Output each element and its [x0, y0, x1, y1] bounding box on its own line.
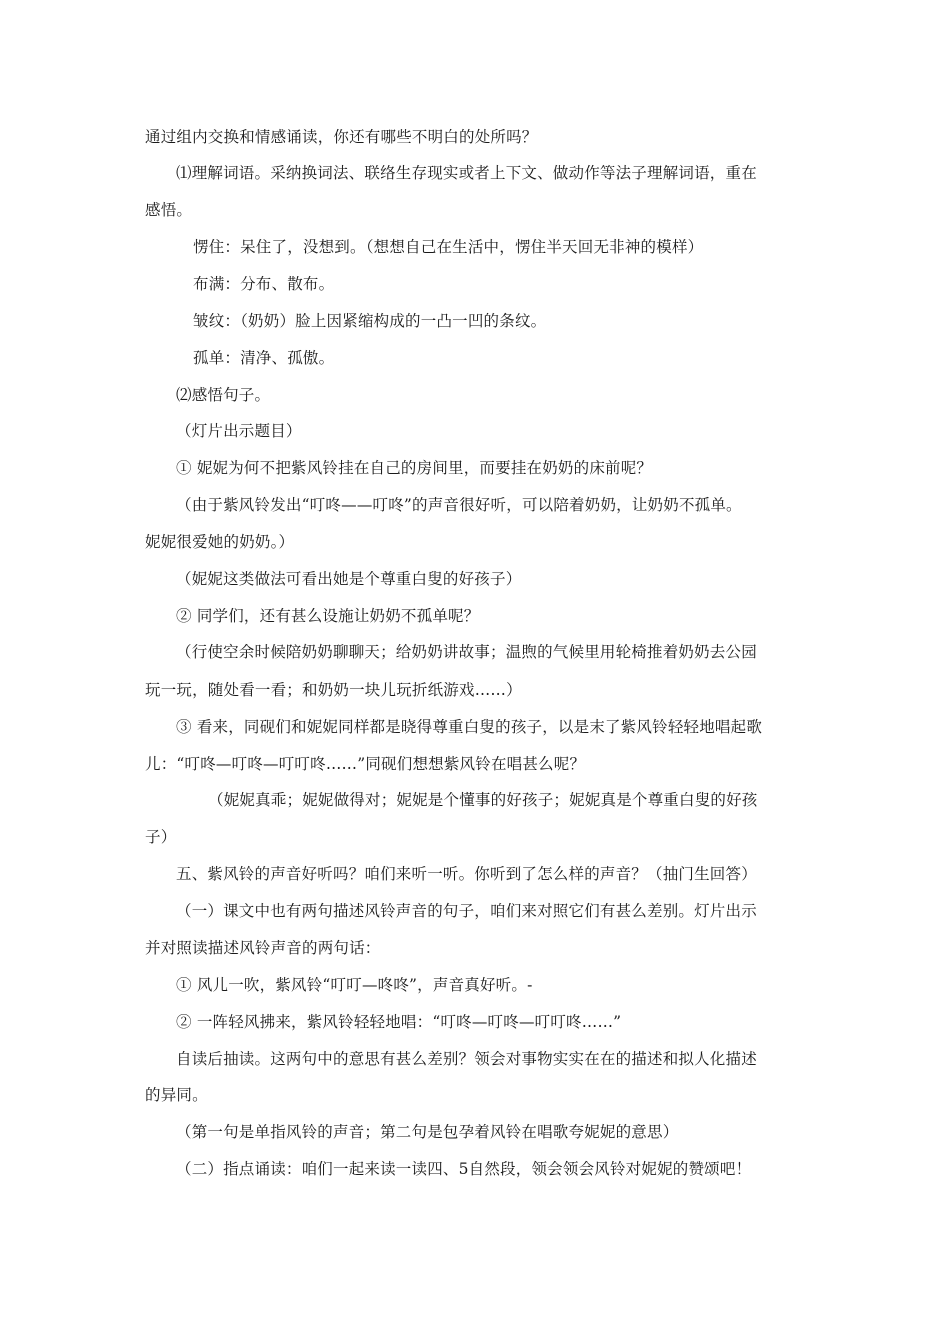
text-line: 皱纹：（奶奶）脸上因紧缩构成的一凸一凹的条纹。: [193, 312, 547, 330]
text-line: ② 同学们，还有甚么设施让奶奶不孤单呢？: [176, 607, 480, 625]
text-line: ⑴理解词语。采纳换词法、联络生存现实或者上下文、做动作等法子理解词语，重在: [176, 164, 757, 182]
text-line: 通过组内交换和情感诵读，你还有哪些不明白的处所吗？: [145, 128, 538, 146]
text-line: 玩一玩，随处看一看；和奶奶一块儿玩折纸游戏……）: [145, 681, 522, 699]
text-line: 子）: [145, 828, 177, 846]
text-line: （一）课文中也有两句描述风铃声音的句子，咱们来对照它们有甚么差别。灯片出示: [176, 902, 757, 920]
text-line: ① 妮妮为何不把紫风铃挂在自己的房间里，而要挂在奶奶的床前呢？: [176, 459, 653, 477]
text-line: （第一句是单指风铃的声音；第二句是包孕着风铃在唱歌夸妮妮的意思）: [176, 1123, 679, 1141]
text-line: 布满：分布、散布。: [193, 275, 335, 293]
text-line: （妮妮这类做法可看出她是个尊重白叟的好孩子）: [176, 570, 522, 588]
text-line: 妮妮很爱她的奶奶。）: [145, 533, 295, 551]
text-line: ⑵感悟句子。: [176, 386, 271, 404]
text-line: 的异同。: [145, 1086, 208, 1104]
text-line: （二）指点诵读：咱们一起来读一读四、5自然段，领会领会风铃对妮妮的赞颂吧！: [176, 1160, 752, 1178]
text-line: 并对照读描述风铃声音的两句话：: [145, 939, 381, 957]
text-line: ③ 看来，同砚们和妮妮同样都是晓得尊重白叟的孩子，以是末了紫风铃轻轻地唱起歌: [176, 718, 763, 736]
text-line: 孤单：清净、孤傲。: [193, 349, 335, 367]
text-line: 感悟。: [145, 201, 193, 219]
text-line: 愣住：呆住了，没想到。（想想自己在生活中，愣住半天回无非神的模样）: [193, 238, 704, 256]
text-line: （灯片出示题目）: [176, 422, 302, 440]
text-line: 儿：“叮咚—叮咚—叮叮咚……”同砚们想想紫风铃在唱甚么呢？: [145, 755, 586, 773]
text-line: ① 风儿一吹，紫风铃“叮叮—咚咚”，声音真好听。-: [176, 976, 533, 994]
text-line: （由于紫风铃发出“叮咚——叮咚”的声音很好听，可以陪着奶奶，让奶奶不孤单。: [176, 496, 742, 514]
text-line: 五、紫风铃的声音好听吗？咱们来听一听。你听到了怎么样的声音？（抽门生回答）: [176, 865, 757, 883]
text-line: ② 一阵轻风拂来，紫风铃轻轻地唱：“叮咚—叮咚—叮叮咚……”: [176, 1013, 622, 1031]
text-line: （行使空余时候陪奶奶聊聊天；给奶奶讲故事；温煦的气候里用轮椅推着奶奶去公园: [176, 643, 757, 661]
text-line: （妮妮真乖；妮妮做得对；妮妮是个懂事的好孩子；妮妮真是个尊重白叟的好孩: [208, 791, 758, 809]
text-line: 自读后抽读。这两句中的意思有甚么差别？领会对事物实实在在的描述和拟人化描述: [176, 1050, 757, 1068]
